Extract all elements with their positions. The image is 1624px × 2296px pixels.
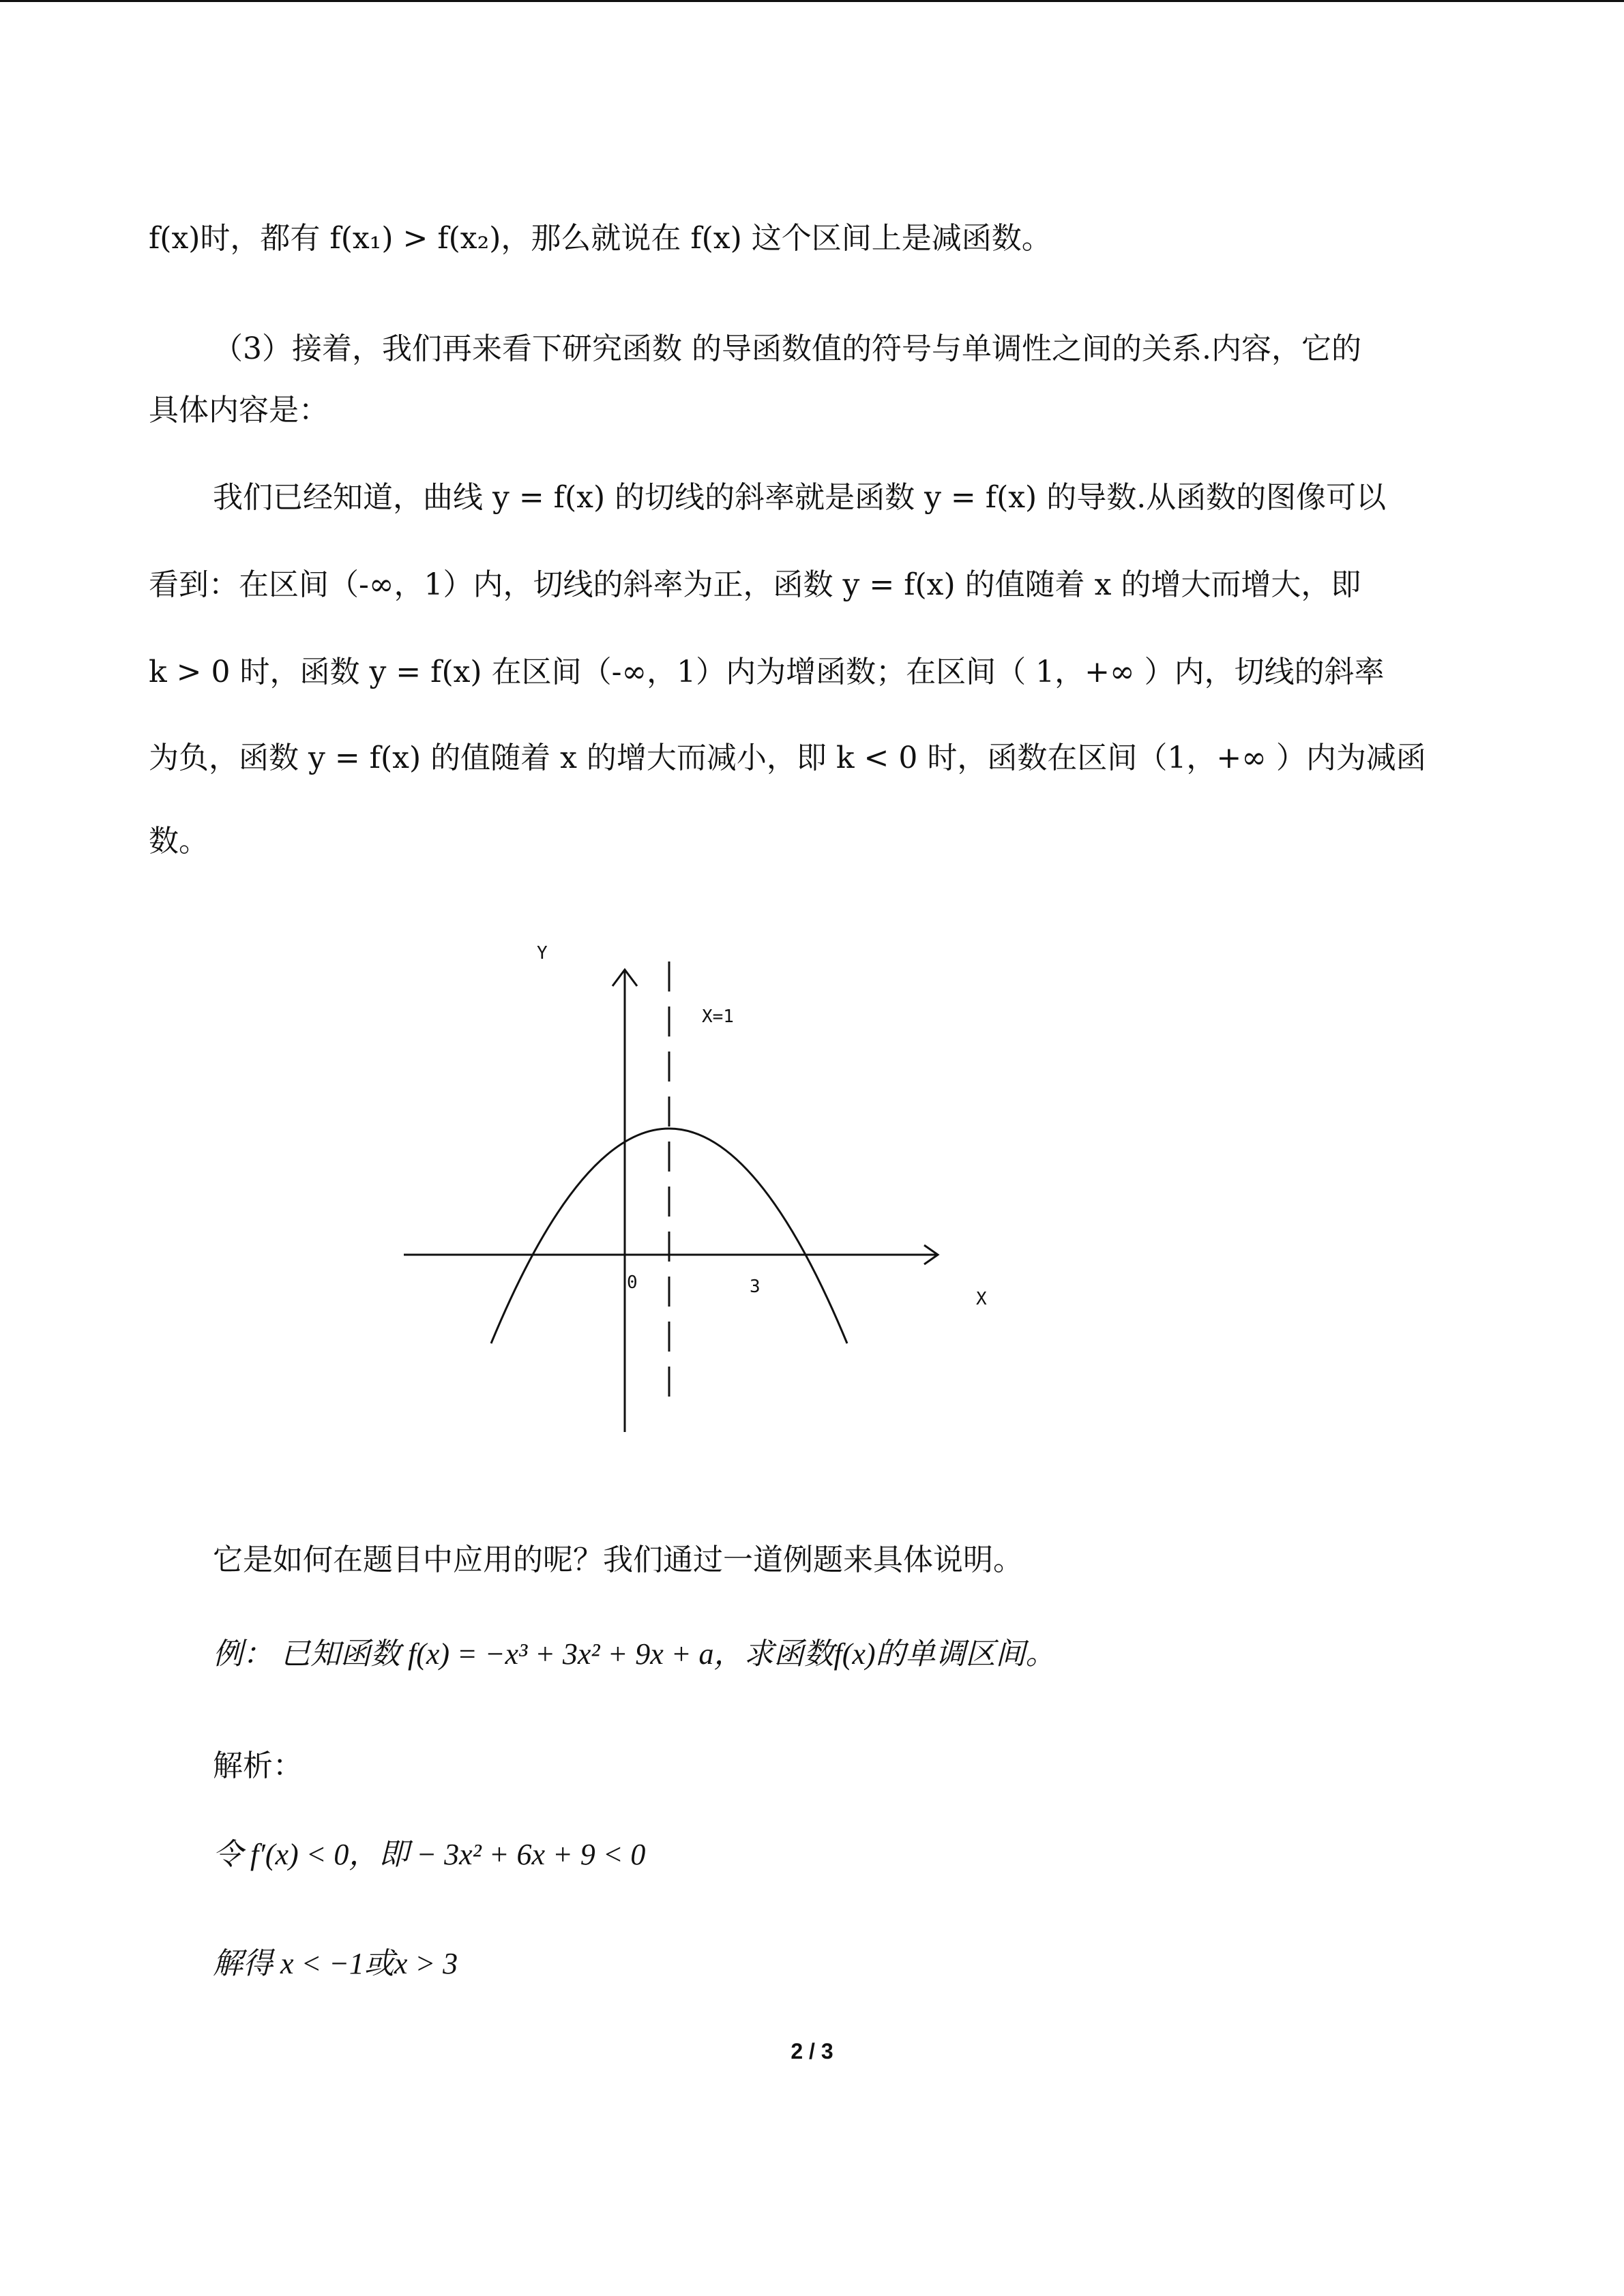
paragraph-line-7: 为负，函数 y = f(x) 的值随着 x 的增大而减小，即 k < 0 时，函数在区间（1，+∞ ）内为减函 — [149, 741, 1426, 775]
example-problem: 例： 已知函数 f(x) = −x³ + 3x² + 9x + a，求函数f(x)的单调区间。 — [213, 1637, 1056, 1671]
paragraph-line-8: 数。 — [149, 824, 209, 859]
function-graph-figure — [382, 927, 1037, 1446]
x-axis-label: X — [976, 1289, 987, 1309]
y-axis-label: Y — [537, 943, 548, 964]
paragraph-line-4: 我们已经知道，曲线 y = f(x) 的切线的斜率就是函数 y = f(x) 的导数.从函数的图像可以 — [213, 480, 1387, 515]
paragraph-line-2: （3）接着，我们再来看下研究函数 的导函数值的符号与单调性之间的关系.内容，它的 — [213, 331, 1361, 366]
paragraph-line-6: k > 0 时，函数 y = f(x) 在区间（-∞，1）内为增函数；在区间（ 1，+∞ ）内，切线的斜率 — [149, 655, 1385, 689]
paragraph-line-1: f(x)时，都有 f(x₁) > f(x₂)，那么就说在 f(x) 这个区间上是减函数。 — [149, 221, 1052, 256]
paragraph-line-5: 看到：在区间（-∞，1）内，切线的斜率为正，函数 y = f(x) 的值随着 x 的增大而增大，即 — [149, 567, 1361, 602]
vertical-line-label: X=1 — [702, 1007, 734, 1027]
paragraph-line-3: 具体内容是： — [149, 393, 329, 428]
paragraph-line-9: 它是如何在题目中应用的呢？我们通过一道例题来具体说明。 — [213, 1542, 1023, 1577]
function-graph — [382, 927, 1037, 1446]
solution-heading: 解析： — [213, 1748, 303, 1783]
origin-label: 0 — [627, 1272, 638, 1293]
solution-step-2: 解得 x < −1或x > 3 — [213, 1947, 458, 1980]
solution-step-1: 令 f′(x) < 0，即 − 3x² + 6x + 9 < 0 — [213, 1838, 646, 1871]
tick-label-3: 3 — [750, 1277, 761, 1297]
top-border — [0, 0, 1624, 2]
page-number: 2 / 3 — [791, 2039, 833, 2063]
